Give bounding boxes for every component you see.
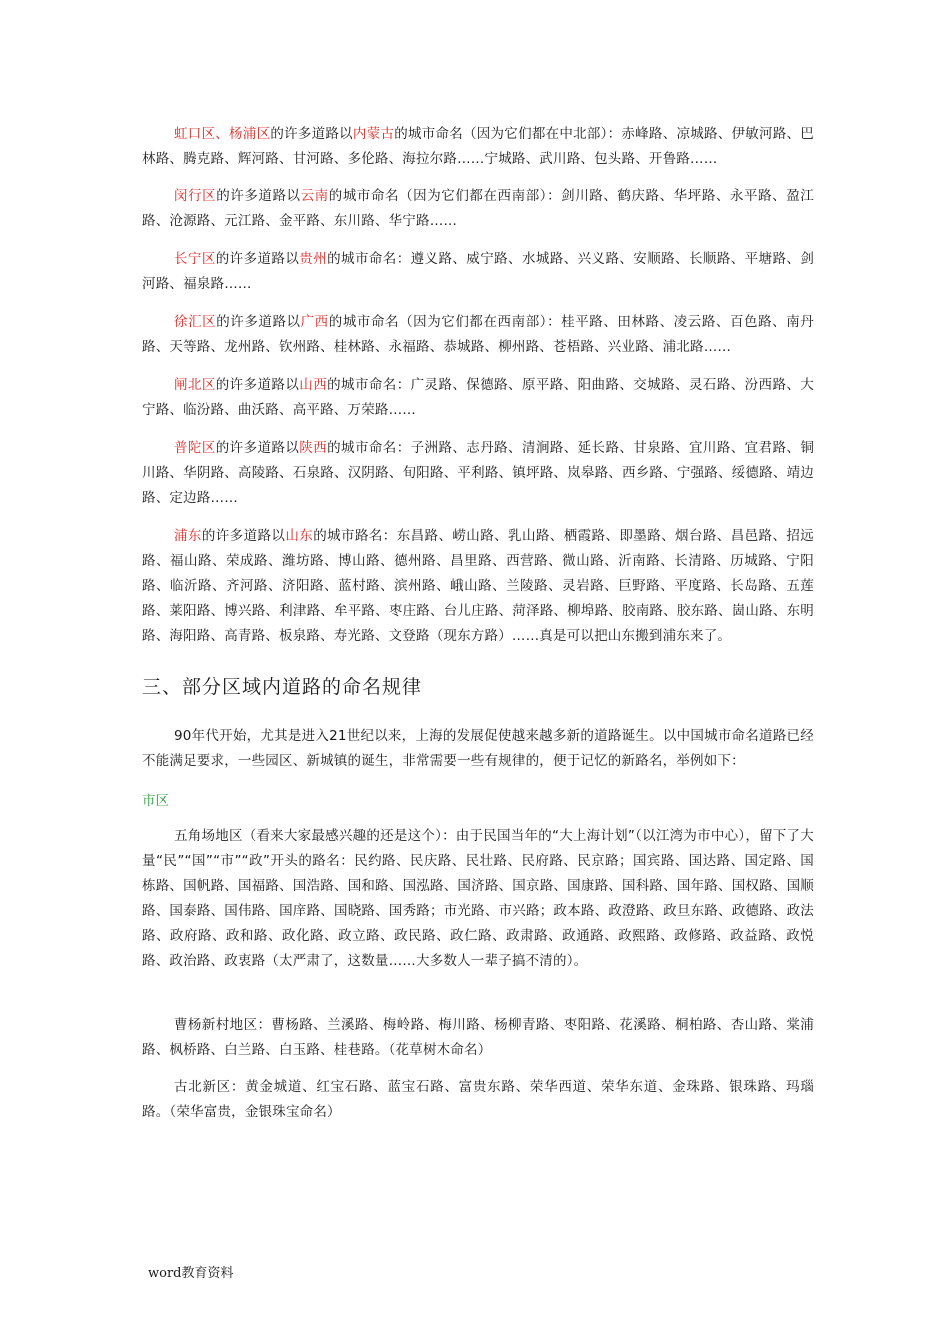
district-name: 普陀区 (174, 440, 216, 456)
province-name: 山西 (299, 377, 328, 393)
paragraph-text: 的许多道路以 (215, 440, 300, 456)
paragraph-hongkou-yangpu (142, 122, 814, 172)
intro-paragraph: 90年代开始，尤其是进入21世纪以来，上海的发展促使越来越多新的道路诞生。以中国城市命名道路已经不能满足要求，一些园区、新城镇的诞生，非常需要一些有规律的，便于记忆的新路名，举例如下： (142, 728, 814, 769)
section-heading: 三、部分区域内道路的命名规律 (142, 676, 423, 698)
paragraph-text: 的城市命名（因为它们都在西南部）：桂平路、田林路、凌云路、百色路、南丹路、天等路、龙州路、钦州路、桂林路、永福路、恭城路、柳州路、苍梧路、兴业路、浦北路…… (142, 314, 814, 355)
paragraph-text: 的城市命名（因为它们都在西南部）：剑川路、鹤庆路、华坪路、永平路、盈江路、沧源路、元江路、金平路、东川路、华宁路…… (142, 188, 814, 229)
paragraph-xuhui (142, 310, 814, 360)
paragraph-pudong (142, 524, 814, 649)
district-name: 虹口区、杨浦区 (174, 126, 271, 142)
district-name: 浦东 (174, 528, 202, 544)
district-name: 徐汇区 (174, 314, 217, 330)
paragraph-text: 的城市命名（因为它们都在中北部）：赤峰路、凉城路、伊敏河路、巴林路、腾克路、辉河路、甘河路、多伦路、海拉尔路……宁城路、武川路、包头路、开鲁路…… (142, 126, 815, 167)
paragraph-zhabei (142, 373, 814, 423)
district-name: 闸北区 (174, 377, 216, 393)
paragraph-text: 的许多道路以 (270, 126, 353, 142)
footer-label: word教育资料 (148, 1266, 234, 1281)
paragraph-text: 的城市命名：广灵路、保德路、原平路、阳曲路、交城路、灵石路、汾西路、大宁路、临汾路、曲沃路、高平路、万荣路…… (142, 377, 815, 418)
subheading-urban: 市区 (142, 793, 169, 809)
paragraph-text: 的城市命名：遵义路、威宁路、水城路、兴义路、安顺路、长顺路、平塘路、剑河路、福泉路…… (142, 251, 815, 292)
paragraph-caoyang: 曹杨新村地区：曹杨路、兰溪路、梅岭路、梅川路、杨柳青路、枣阳路、花溪路、桐柏路、杏山路、棠浦路、枫桥路、白兰路、白玉路、桂巷路。（花草树木命名） (142, 1017, 814, 1058)
paragraph-text: 的城市路名：东昌路、崂山路、乳山路、栖霞路、即墨路、烟台路、昌邑路、招远路、福山路、荣成路、潍坊路、博山路、德州路、昌里路、西营路、微山路、沂南路、长清路、历城路、宁阳路、临沂路、齐河路、济阳路、蓝村路、滨州路、峨山路、兰陵路、灵岩路、巨野路、平度路、长岛路、五莲路、莱阳路、博兴路、利津路、牟平路、枣庄路、台儿庄路、菏泽路、柳埠路、胶南路、胶东路、崮山路、东明路、海阳路、高青路、板泉路、寿光路、文登路（现东方路）……真是可以把山东搬到浦东来了。 (142, 528, 815, 644)
paragraph-putuo (142, 436, 814, 511)
province-name: 贵州 (299, 251, 328, 267)
district-name: 闵行区 (174, 188, 217, 204)
paragraph-text: 的许多道路以 (201, 528, 286, 544)
paragraph-changning (142, 247, 814, 297)
paragraph-text: 的许多道路以 (216, 314, 301, 330)
province-name: 陕西 (299, 440, 328, 456)
paragraph-wujiaochang: 五角场地区（看来大家最感兴趣的还是这个）：由于民国当年的“大上海计划”（以江湾为市中心），留下了大量“民”“国”“市”“政”开头的路名：民约路、民庆路、民壮路、民府路、民京路；国宾路、国达路、国定路、国栋路、国帆路、国福路、国浩路、国和路、国泓路、国济路、国京路、国康路、国科路、国年路、国权路、国顺路、国泰路、国伟路、国庠路、国晓路、国秀路；市光路、市兴路；政本路、政澄路、政旦东路、政德路、政法路、政府路、政和路、政化路、政立路、政民路、政仁路、政肃路、政通路、政熙路、政修路、政益路、政悦路、政治路、政衷路（太严肃了，这数量……大多数人一辈子搞不清的）。 (142, 828, 814, 969)
paragraph-minhang (142, 184, 814, 234)
province-name: 山东 (285, 528, 314, 544)
province-name: 广西 (300, 314, 329, 330)
paragraph-gubei: 古北新区：黄金城道、红宝石路、蓝宝石路、富贵东路、荣华西道、荣华东道、金珠路、银珠路、玛瑙路。（荣华富贵，金银珠宝命名） (142, 1079, 814, 1120)
province-name: 内蒙古 (352, 126, 395, 142)
district-name: 长宁区 (174, 251, 216, 267)
paragraph-text: 的许多道路以 (215, 251, 300, 267)
paragraph-text: 的城市命名：子洲路、志丹路、清涧路、延长路、甘泉路、宜川路、宜君路、铜川路、华阴路、高陵路、石泉路、汉阴路、旬阳路、平利路、镇坪路、岚皋路、西乡路、宁强路、绥德路、靖边路、定边路…… (142, 440, 815, 506)
paragraph-text: 的许多道路以 (215, 377, 300, 393)
paragraph-text: 的许多道路以 (216, 188, 301, 204)
province-name: 云南 (300, 188, 329, 204)
